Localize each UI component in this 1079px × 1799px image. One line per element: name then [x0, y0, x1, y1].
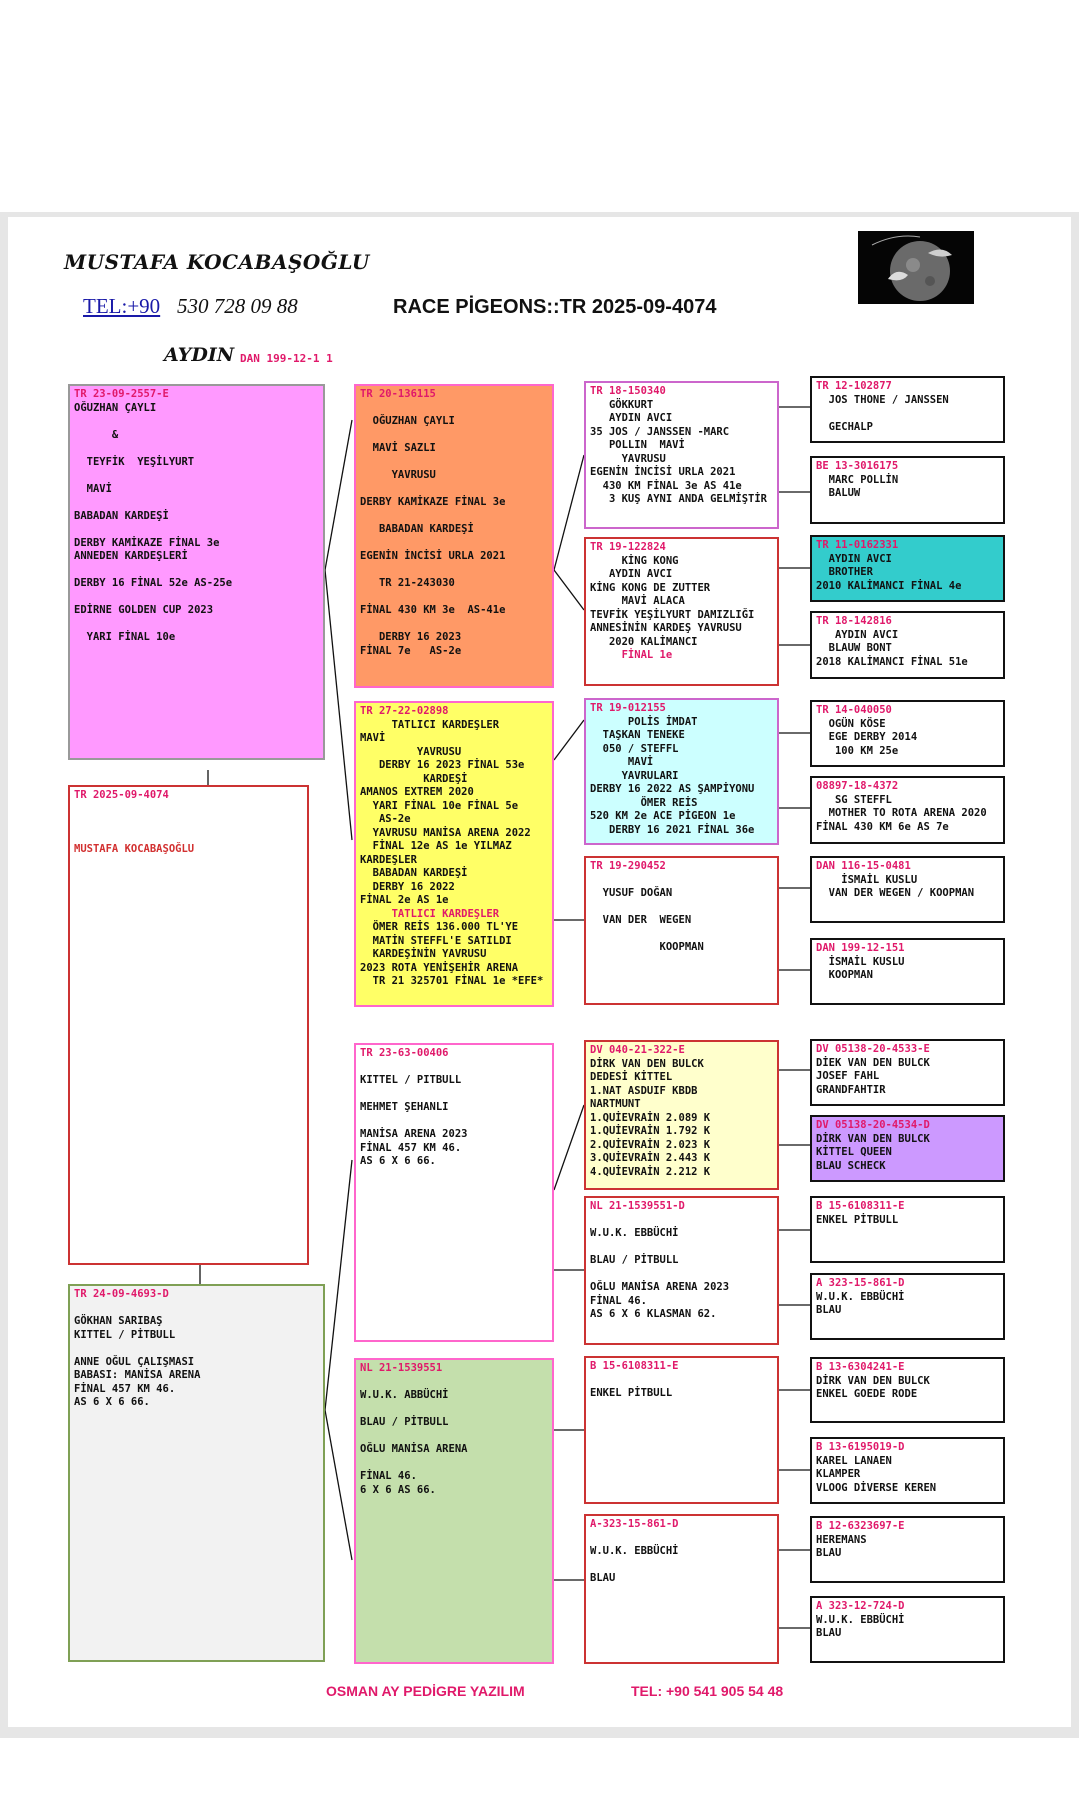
pedigree-box-g4-4[interactable] — [810, 611, 1005, 679]
pedigree-line: KOOPMAN — [590, 941, 704, 953]
ring-number: TR 11-0162331 — [816, 539, 899, 551]
pedigree-line: OĞLU MANİSA ARENA 2023 — [590, 1281, 730, 1293]
pedigree-line: EDİRNE GOLDEN CUP 2023 — [74, 604, 214, 616]
pedigree-line — [816, 407, 999, 421]
ring-number: TR 24-09-4693-D — [74, 1288, 169, 1300]
pedigree-line: BLAU SCHECK — [816, 1159, 886, 1172]
pedigree-line: 100 KM 25e — [816, 744, 899, 757]
tel-number: 530 728 09 88 — [177, 294, 298, 318]
ring-number: TR 19-122824 — [590, 541, 666, 553]
pedigree-line — [360, 1403, 548, 1417]
ring-number: 08897-18-4372 — [816, 780, 899, 792]
pedigree-line: TR 21 325701 FİNAL 1e *EFE* — [360, 975, 544, 987]
pedigree-line: W.U.K. EBBÜCHİ — [590, 1227, 679, 1239]
pedigree-box-g4-12[interactable] — [810, 1273, 1005, 1340]
pedigree-line: MAVİ — [590, 756, 654, 768]
pedigree-line: AS 6 X 6 66. — [360, 1155, 436, 1167]
pedigree-line — [590, 1559, 773, 1573]
ring-number: BE 13-3016175 — [816, 460, 899, 472]
pedigree-line: 2018 KALİMANCI FİNAL 51e — [816, 655, 968, 668]
pedigree-line: DERBY 16 2021 FİNAL 36e — [590, 823, 755, 836]
owner-city: AYDIN — [164, 344, 235, 366]
pedigree-line: TAŞKAN TENEKE — [590, 729, 685, 741]
pedigree-box-g4-14[interactable] — [810, 1437, 1005, 1504]
pedigree-line: & — [74, 428, 119, 441]
ring-number: DV 05138-20-4533-E — [816, 1043, 930, 1055]
pedigree-line: BABADAN KARDEŞİ — [360, 867, 468, 879]
pedigree-line: AMANOS EXTREM 2020 — [360, 786, 474, 798]
pedigree-box-g3-1[interactable] — [584, 381, 779, 529]
pedigree-line: EGE DERBY 2014 — [816, 731, 918, 743]
pedigree-line: 050 / STEFFL — [590, 742, 679, 755]
pedigree-line: KLAMPER — [816, 1468, 861, 1480]
pedigree-box-g4-10[interactable] — [810, 1115, 1005, 1182]
footer-phone: TEL: +90 541 905 54 48 — [631, 1683, 784, 1699]
pedigree-line: GÖKKURT — [590, 398, 654, 411]
pedigree-line: 3.QUİEVRAİN 2.443 K — [590, 1152, 711, 1164]
pedigree-line — [360, 1457, 548, 1471]
pedigree-line: AS 6 X 6 KLASMAN 62. — [590, 1308, 717, 1320]
pedigree-line: 2023 ROTA YENİŞEHİR ARENA — [360, 961, 519, 974]
pedigree-line: MANİSA ARENA 2023 — [360, 1128, 468, 1140]
ring-number: B 15-6108311-E — [590, 1360, 679, 1372]
pedigree-line: EGENİN İNCİSİ URLA 2021 — [590, 466, 736, 478]
pedigree-box-g3-5[interactable] — [584, 1040, 779, 1190]
pedigree-line: BABADAN KARDEŞİ — [74, 509, 169, 522]
pedigree-box-subject[interactable] — [68, 785, 309, 1265]
pedigree-line: FİNAL 430 KM 3e AS-41e — [360, 604, 506, 616]
pedigree-line — [360, 456, 548, 470]
pedigree-line: VAN DER WEGEN / KOOPMAN — [816, 887, 975, 899]
pedigree-line — [74, 496, 319, 510]
pedigree-line: 1.QUİEVRAİN 1.792 K — [590, 1125, 711, 1137]
pedigree-line: ANNE OĞUL ÇALIŞMASI — [74, 1355, 195, 1368]
pedigree-line — [360, 402, 548, 416]
pedigree-line: AS 6 X 6 66. — [74, 1396, 150, 1408]
pedigree-box-g3-2[interactable] — [584, 537, 779, 686]
pedigree-line — [74, 564, 319, 578]
pedigree-line: FİNAL 457 KM 46. — [74, 1382, 176, 1395]
pedigree-line — [360, 1115, 548, 1129]
pedigree-line: GÖKHAN SARIBAŞ — [74, 1315, 163, 1327]
pedigree-line: YAVRUSU — [360, 745, 462, 758]
pedigree-line: OĞUZHAN ÇAYLI — [74, 401, 157, 414]
pedigree-line: DİRK VAN DEN BULCK — [816, 1132, 930, 1145]
pedigree-line — [360, 429, 548, 443]
pedigree-line: TEYFİK YEŞİLYURT — [74, 455, 195, 468]
pedigree-line: 2020 KALİMANCI — [590, 635, 698, 648]
pedigree-line: FİNAL 1e — [590, 649, 673, 661]
pedigree-box-g4-7[interactable] — [810, 856, 1005, 923]
pedigree-line: KİNG KONG DE ZUTTER — [590, 581, 711, 594]
pedigree-line — [590, 1214, 773, 1228]
pedigree-line: POLLIN MAVİ — [590, 439, 685, 451]
pedigree-line — [590, 928, 773, 942]
ring-number: B 12-6323697-E — [816, 1520, 905, 1532]
pedigree-line: 4.QUİEVRAİN 2.212 K — [590, 1165, 711, 1178]
pedigree-line: ENKEL PİTBULL — [590, 1387, 673, 1399]
pedigree-box-g4-13[interactable] — [810, 1357, 1005, 1423]
pedigree-line: SG STEFFL — [816, 793, 892, 806]
pedigree-line: DİRK VAN DEN BULCK — [590, 1057, 704, 1070]
ring-number: TR 19-290452 — [590, 860, 666, 872]
pedigree-line: BROTHER — [816, 566, 873, 578]
pedigree-line: VLOOG DİVERSE KEREN — [816, 1481, 937, 1494]
document-title: RACE PİGEONS::TR 2025-09-4074 — [393, 296, 717, 318]
pedigree-line — [360, 591, 548, 605]
pedigree-line: MAVİ ALACA — [590, 595, 685, 607]
pedigree-line: FİNAL 457 KM 46. — [360, 1141, 462, 1154]
pedigree-line: W.U.K. ABBÜCHİ — [360, 1389, 449, 1401]
pedigree-line: FİNAL 46. — [360, 1470, 417, 1482]
pedigree-box-g4-15[interactable] — [810, 1516, 1005, 1583]
ring-number: DV 05138-20-4534-D — [816, 1119, 930, 1131]
pedigree-line: KOOPMAN — [816, 969, 873, 981]
subject-ring: TR 2025-09-4074 — [74, 789, 169, 801]
pedigree-line: BLAU / PİTBULL — [590, 1254, 679, 1266]
pedigree-line: TATLICI KARDEŞLER — [360, 718, 500, 731]
pedigree-line: YARI FİNAL 10e — [74, 631, 176, 643]
pedigree-line: MAVİ — [74, 482, 112, 495]
ring-number: DV 040-21-322-E — [590, 1044, 685, 1056]
pedigree-line — [590, 874, 773, 888]
footer-software: OSMAN AY PEDİGRE YAZILIM — [326, 1683, 525, 1699]
pedigree-line: DERBY KAMİKAZE FİNAL 3e — [360, 496, 506, 508]
pedigree-line: KARDEŞİNİN YAVRUSU — [360, 948, 487, 960]
ring-number: TR 18-150340 — [590, 385, 666, 397]
pedigree-line: DERBY 16 2023 — [360, 631, 462, 643]
pedigree-box-g4-8[interactable] — [810, 938, 1005, 1005]
pedigree-box-g3-8[interactable] — [584, 1514, 779, 1664]
pedigree-line — [360, 1088, 548, 1102]
pedigree-line: MATİN STEFFL'E SATILDI — [360, 934, 512, 947]
pedigree-box-g4-3[interactable] — [810, 535, 1005, 602]
pedigree-line: DERBY KAMİKAZE FİNAL 3e — [74, 536, 220, 549]
pedigree-line: HEREMANS — [816, 1533, 867, 1546]
ring-number: TR 12-102877 — [816, 380, 892, 392]
ring-number: NL 21-1539551-D — [590, 1200, 685, 1212]
ring-number: TR 20-136115 — [360, 388, 436, 400]
pedigree-line: DERBY 16 2022 AS ŞAMPİYONU — [590, 783, 755, 795]
pedigree-line — [74, 415, 319, 429]
pedigree-line: İSMAİL KUSLU — [816, 955, 905, 968]
pedigree-line: YUSUF DOĞAN — [590, 887, 673, 899]
pedigree-line: NARTMUNT — [590, 1098, 641, 1110]
pedigree-line: FİNAL 2e AS 1e — [360, 894, 449, 906]
pedigree-line: YAVRUSU MANİSA ARENA 2022 — [360, 826, 531, 839]
pedigree-line — [360, 564, 548, 578]
pedigree-line — [360, 1376, 548, 1390]
pedigree-line: DERBY 16 2023 FİNAL 53e — [360, 759, 525, 771]
moon-pigeon-logo-image — [858, 231, 974, 304]
pedigree-line — [74, 523, 319, 537]
pedigree-line: FİNAL 12e AS 1e YILMAZ — [360, 840, 512, 852]
pedigree-line: ANNESİNİN KARDEŞ YAVRUSU — [590, 622, 742, 634]
pedigree-line: BLAU — [816, 1627, 842, 1639]
pedigree-line: YARI FİNAL 10e FİNAL 5e — [360, 799, 519, 812]
pedigree-line — [360, 1061, 548, 1075]
pedigree-line: MOTHER TO ROTA ARENA 2020 — [816, 807, 987, 819]
ring-number: A 323-15-861-D — [816, 1277, 905, 1289]
pedigree-line — [74, 618, 319, 632]
pedigree-box-dam-dam[interactable] — [354, 1358, 554, 1664]
pedigree-line: OĞLU MANİSA ARENA — [360, 1443, 468, 1455]
pedigree-line — [360, 483, 548, 497]
pedigree-box-sire[interactable] — [68, 384, 325, 760]
pedigree-line: ÖMER REİS 136.000 TL'YE — [360, 921, 519, 933]
pedigree-line — [74, 469, 319, 483]
ring-number: TR 27-22-02898 — [360, 705, 449, 717]
pedigree-box-g3-3[interactable] — [584, 698, 779, 845]
pedigree-line — [590, 1374, 773, 1388]
ring-number: TR 23-09-2557-E — [74, 388, 169, 400]
pedigree-line: GRANDFAHTIR — [816, 1083, 886, 1096]
pedigree-line: AYDIN AVCI — [816, 552, 892, 565]
pedigree-line: VAN DER WEGEN — [590, 914, 692, 926]
pedigree-line: AYDIN AVCI — [590, 412, 673, 424]
pedigree-line: 2010 KALİMANCI FİNAL 4e — [816, 579, 962, 592]
pedigree-line: BALUW — [816, 487, 861, 499]
pedigree-line: YAVRUSU — [590, 452, 666, 465]
pedigree-line: KARDEŞLER — [360, 853, 417, 866]
pedigree-line: BLAUW BONT — [816, 642, 892, 654]
pedigree-box-g3-7[interactable] — [584, 1356, 779, 1504]
pedigree-line: BABADAN KARDEŞİ — [360, 523, 474, 535]
pedigree-line: BABASI: MANİSA ARENA — [74, 1369, 201, 1381]
pedigree-line — [360, 618, 548, 632]
pedigree-line — [590, 901, 773, 915]
owner-name: MUSTAFA KOCABAŞOĞLU — [64, 250, 370, 274]
pedigree-line: 520 KM 2e ACE PİGEON 1e — [590, 810, 736, 822]
pedigree-box-g3-6[interactable] — [584, 1196, 779, 1345]
pedigree-box-g4-2[interactable] — [810, 456, 1005, 524]
ring-number: TR 23-63-00406 — [360, 1047, 449, 1059]
pedigree-line: MAVİ SAZLI — [360, 442, 436, 454]
pedigree-line: KARDEŞİ — [360, 772, 468, 785]
pedigree-line — [590, 1268, 773, 1282]
ring-number: B 13-6195019-D — [816, 1441, 905, 1453]
pedigree-line: EGENİN İNCİSİ URLA 2021 — [360, 550, 506, 562]
pedigree-line — [74, 442, 319, 456]
pedigree-line: AYDIN AVCI — [590, 568, 673, 580]
pedigree-line: 35 JOS / JANSSEN -MARC — [590, 425, 730, 438]
pedigree-line: YAVRUSU — [360, 469, 436, 481]
pedigree-line: KITTEL / PİTBULL — [74, 1328, 176, 1341]
ring-number: TR 18-142816 — [816, 615, 892, 627]
pedigree-line: TR 21-243030 — [360, 577, 455, 589]
pedigree-line: W.U.K. EBBÜCHİ — [590, 1545, 679, 1557]
pedigree-line: ÖMER REİS — [590, 796, 698, 809]
pedigree-line: BLAU — [816, 1547, 842, 1559]
pedigree-line: AYDIN AVCI — [816, 628, 899, 641]
pedigree-line: YAVRULARI — [590, 769, 679, 782]
pedigree-line: BLAU — [816, 1304, 842, 1316]
pedigree-line: JOSEF FAHL — [816, 1070, 880, 1082]
pedigree-line: W.U.K. EBBÜCHİ — [816, 1290, 905, 1303]
pedigree-line: DERBY 16 2022 — [360, 880, 455, 893]
pedigree-line: TEVFİK YEŞİLYURT DAMIZLIĞI — [590, 608, 755, 621]
pedigree-box-g4-9[interactable] — [810, 1039, 1005, 1106]
pedigree-line: İSMAİL KUSLU — [816, 873, 918, 886]
pedigree-box-dam-sire[interactable] — [354, 1043, 554, 1342]
ring-number: TR 14-040050 — [816, 704, 892, 716]
pedigree-line: MAVİ — [360, 732, 386, 744]
pedigree-line — [74, 1302, 319, 1316]
pedigree-line — [360, 537, 548, 551]
subject-owner: MUSTAFA KOCABAŞOĞLU — [74, 843, 195, 855]
ring-number: A-323-15-861-D — [590, 1518, 679, 1530]
pedigree-line: 6 X 6 AS 66. — [360, 1483, 436, 1496]
tel-link[interactable]: TEL:+90 — [83, 294, 161, 318]
pedigree-box-g4-1[interactable] — [810, 376, 1005, 443]
ring-number: TR 19-012155 — [590, 702, 666, 714]
pedigree-line: 1.NAT ASDUIF KBDB — [590, 1084, 698, 1097]
pedigree-box-g4-6[interactable] — [810, 776, 1005, 844]
pedigree-line — [590, 1532, 773, 1546]
ring-number: DAN 116-15-0481 — [816, 860, 911, 872]
pedigree-line: ENKEL PİTBULL — [816, 1213, 899, 1226]
pedigree-line: DİRK VAN DEN BULCK — [816, 1374, 930, 1387]
pedigree-line: FİNAL 430 KM 6e AS 7e — [816, 820, 949, 833]
pedigree-line: AS-2e — [360, 813, 411, 825]
ring-number: NL 21-1539551 — [360, 1362, 443, 1374]
pedigree-box-g4-5[interactable] — [810, 700, 1005, 767]
bottom-margin — [0, 1738, 1079, 1799]
pedigree-line: BLAU / PİTBULL — [360, 1416, 449, 1428]
pedigree-line: FİNAL 7e AS-2e — [360, 644, 462, 657]
pedigree-line: 3 KUŞ AYNI ANDA GELMİŞTİR — [590, 493, 768, 505]
pedigree-line: MARC POLLİN — [816, 473, 899, 486]
dan-code: DAN 199-12-1 1 — [240, 352, 333, 365]
pedigree-line: KİTTEL QUEEN — [816, 1146, 892, 1158]
pedigree-line — [360, 510, 548, 524]
pedigree-line — [74, 591, 319, 605]
ring-number: B 15-6108311-E — [816, 1200, 905, 1212]
pedigree-box-g4-11[interactable] — [810, 1196, 1005, 1263]
ring-number: DAN 199-12-151 — [816, 942, 905, 954]
pedigree-line — [74, 1342, 319, 1356]
pedigree-line: POLİS İMDAT — [590, 715, 698, 728]
pedigree-box-dam[interactable] — [68, 1284, 325, 1662]
ring-number: A 323-12-724-D — [816, 1600, 905, 1612]
pedigree-line: KİNG KONG — [590, 554, 679, 567]
pedigree-line: ANNEDEN KARDEŞLERİ — [74, 550, 188, 562]
pedigree-line: BLAU — [590, 1572, 616, 1584]
pedigree-line: W.U.K. EBBÜCHİ — [816, 1613, 905, 1626]
pedigree-line: 2.QUİEVRAİN 2.023 K — [590, 1138, 711, 1151]
pedigree-line: TATLICI KARDEŞLER — [360, 907, 500, 920]
pedigree-line: GECHALP — [816, 420, 873, 433]
moon-pigeon-logo — [858, 231, 974, 304]
pedigree-line: KITTEL / PITBULL — [360, 1074, 462, 1086]
pedigree-box-g4-16[interactable] — [810, 1596, 1005, 1663]
pedigree-line: JOS THONE / JANSSEN — [816, 393, 949, 406]
pedigree-line: DEDESİ KİTTEL — [590, 1071, 673, 1083]
pedigree-line: KAREL LANAEN — [816, 1454, 892, 1467]
pedigree-box-sire-dam[interactable] — [354, 701, 554, 1007]
pedigree-line: 1.QUİEVRAİN 2.089 K — [590, 1111, 711, 1124]
top-margin — [0, 0, 1079, 212]
pedigree-line: DİEK VAN DEN BULCK — [816, 1056, 930, 1069]
pedigree-line: 430 KM FİNAL 3e AS 41e — [590, 479, 742, 492]
pedigree-line: MEHMET ŞEHANLI — [360, 1101, 449, 1113]
ring-number: B 13-6304241-E — [816, 1361, 905, 1373]
pedigree-line — [590, 1241, 773, 1255]
pedigree-box-g3-4[interactable] — [584, 856, 779, 1005]
pedigree-line: FİNAL 46. — [590, 1294, 647, 1307]
pedigree-box-sire-sire[interactable] — [354, 384, 554, 688]
pedigree-line: ENKEL GOEDE RODE — [816, 1388, 918, 1400]
pedigree-line: OGÜN KÖSE — [816, 717, 886, 730]
pedigree-line — [360, 1430, 548, 1444]
pedigree-line: DERBY 16 FİNAL 52e AS-25e — [74, 577, 233, 589]
pedigree-line: OĞUZHAN ÇAYLI — [360, 415, 455, 427]
